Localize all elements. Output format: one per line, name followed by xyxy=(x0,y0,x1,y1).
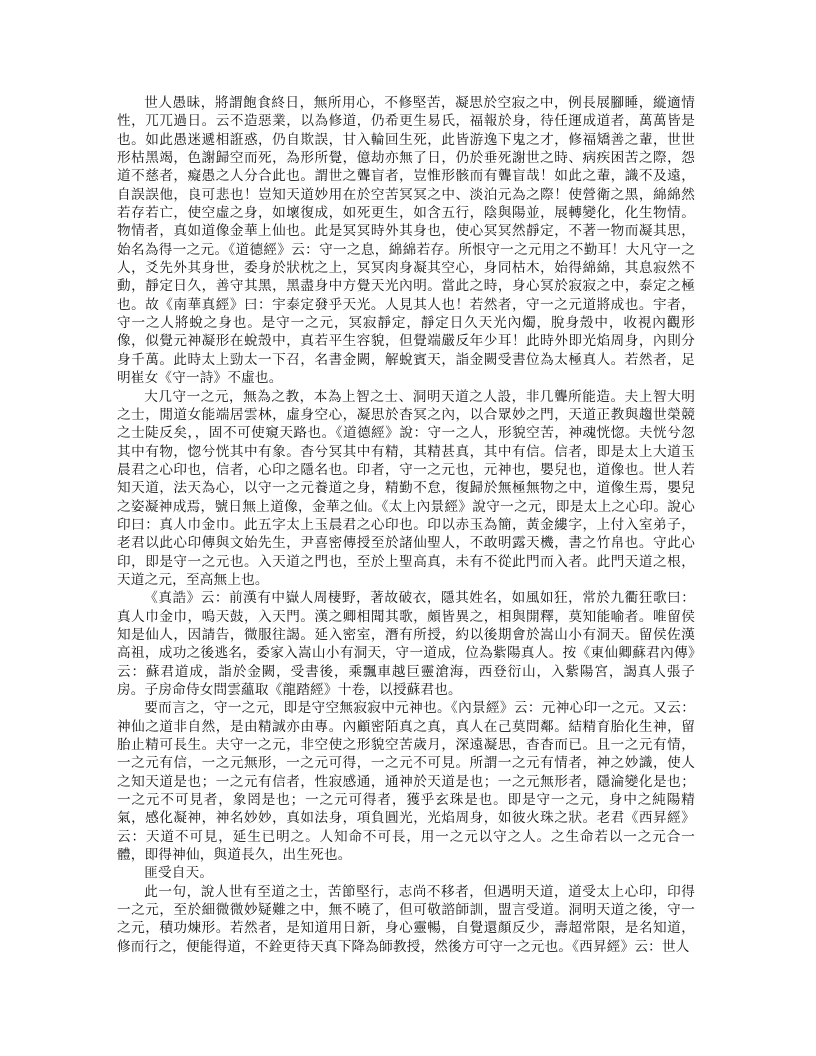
paragraph: 世人愚昧，將謂飽食終日，無所用心，不修堅苦，凝思於空寂之中，例長展腳睡，縱適情性，兀兀過日。云不造惡業，以為修道，仍希更生易氏，福報於身，待任運成道者，萬萬皆是也。如此愚迷遞相誑惑，仍自欺誤，甘入輪回生死，此皆游逸下鬼之才，修福矯善之輩，世世形枯黑竭，色謝歸空而死，為形所覺，億劫亦無了日，仍於垂死謝世之時、病疾困苦之際，怨道不慈者，癡愚之人分合此也。謂世之聾盲者，豈惟形骸而有聾盲哉！如此之輩，識不及遠，自誤誤他，良可悲也！豈知天道妙用在於空苦冥冥之中、淡泊元為之際！使營衛之黑，綿綿然若存若亡，使空虛之身，如壞復成，如死更生，如含五行，陰與陽並，展轉變化，化生物情。物情者，真如道像金華上仙也。此是冥冥時外其身也，使心冥冥然靜定，不著一物而凝其思，始名為得一之元。《道德經》云：守一之息，綿綿若存。所恨守一之元用之不勤耳！大凡守一之人，爻先外其身世，委身於狀枕之上，冥冥肉身凝其空心，身同枯木，始得綿綿，其息寂然不動，靜定日久，善守其黑，黑盡身中方覺天光內明。當此之時，身心冥於寂寂之中，泰定之極也。故《南華真經》曰：宇泰定發乎天光。人見其人也！若然者，守一之元道將成也。宇者，守一之人將蛻之身也。是守一之元，冥寂靜定，靜定日久天光內燭，脫身殼中，收視內觀形像，似覺元神凝形在蛻殼中，真若平生容貌，但覺端嚴反年少耳！此時外即光焰周身，內則分身千萬。此時太上勁太一下召，名書金闕，解蛻賓天，詣金闕受書位為太極真人。若然者，足明崔女《守一詩》不虛也。 xyxy=(117,95,695,387)
paragraph: 匪受自天。 xyxy=(144,865,214,882)
paragraph: 要而言之，守一之元，即是守空無寂寂中元神也。《內景經》云：元神心印一之元。又云：神仙之道非自然，是由精誠亦由專。內顧密陌真之真，真人在己莫問鄰。結精育胎化生神，留胎止精可長生。夫守一之元，非空使之形貌空苦歲月，深遠凝思，杳杳而已。且一之元有情，一之元有信，一之元無形，一之元可得，一之元不可見。所謂一之元有情者，神之妙識，使人之知天道是也；一之元有信者，性寂感通，通神於天道是也；一之元無形者，隱淪變化是也；一之元不可見者，象罔是也；一之元可得者，獲乎玄珠是也。即是守一之元，身中之純陽精氣，感化凝神，神名妙妙，真如法身，項負圓光，光焰周身，如彼火珠之狀。老君《西昇經》云：天道不可見，延生已明之。人知命不可長，用一之元以守之人。之生命若以一之元合一體，即得神仙，與道長久，出生死也。 xyxy=(117,700,695,864)
body-text xyxy=(117,94,695,956)
paragraph: 此一句，說人世有至道之士，苦節堅行，志尚不移者，但遇明天道，道受太上心印，印得一之元，至於細微微妙疑難之中，無不曉了，但可敬諮師訓，盟言受道。洞明天道之後，守一之元，積功煉形。若然者，是知道用日新，身心靈暢，自覺還顏反少，壽超常限，是名知道，修而行之，便能得道，不銓更待天真下降為師教授，然後方可守一之元也。《西昇經》云：世人 xyxy=(117,883,695,955)
paragraph: 《真誥》云：前漢有中嶽人周棲野，著故破衣，隱其姓名，如風如狂，常於九衢狂歌曰：真人巾金巾，嗚天鼓，入天門。漢之卿相聞其歌，頗皆異之，相與開釋，莫知能喻者。唯留侯知是仙人，因請告，微服往謁。延入密室，潛有所授，約以後期會於嵩山小有洞天。留侯佐漢高祖，成功之後逃名，委家入嵩山小有洞天，守一道成，位為紫陽真人。按《東仙卿蘇君內傳》云：蘇君道成，詣於金闕，受書後，乘飄車越巨靈滄海，西登衍山，入紫陽宮，謁真人張子房。子房命侍女問雲蘊取《龍踏經》十卷，以授蘇君也。 xyxy=(117,590,695,698)
paragraph: 大几守一之元，無為之教，本為上智之士、洞明天道之人設，非几聾所能造。夫上智大明之士，閒道女能端居雲林，虛身空心，凝思於杳冥之內，以合眾妙之門，天道正教與趨世榮競之士陡反矣，，固不可使窺天路也。《道德經》說：守一之人，形貌空苦，神魂恍惚。夫恍兮忽其中有物，惚兮恍其中有象。杳兮冥其中有精，其精甚真，其中有信。信者，即是太上大道玉晨君之心印也，信者，心印之隱名也。印者，守一之元也，元神也，嬰兒也，道像也。世人若知天道，法天為心，以守一之元養道之身，精勤不怠，復歸於無極無物之中，道像生焉，嬰兒之姿凝神成焉，號日無上道像，金華之仙。《太上內景經》說守一之元，即是太上之心印。說心印曰：真人巾金巾。此五字太上玉晨君之心印也。印以赤玉為簡，黃金縷字，上付入室弟子，老君以此心印傳與文始先生，尹喜密傳授至於諸仙聖人，不敢明露天機，書之竹帛也。守此心印，即是守一之元也。入天道之門也，至於上聖高真，未有不從此門而入者。此門天道之根，天道之元，至高無上也。 xyxy=(117,388,695,588)
